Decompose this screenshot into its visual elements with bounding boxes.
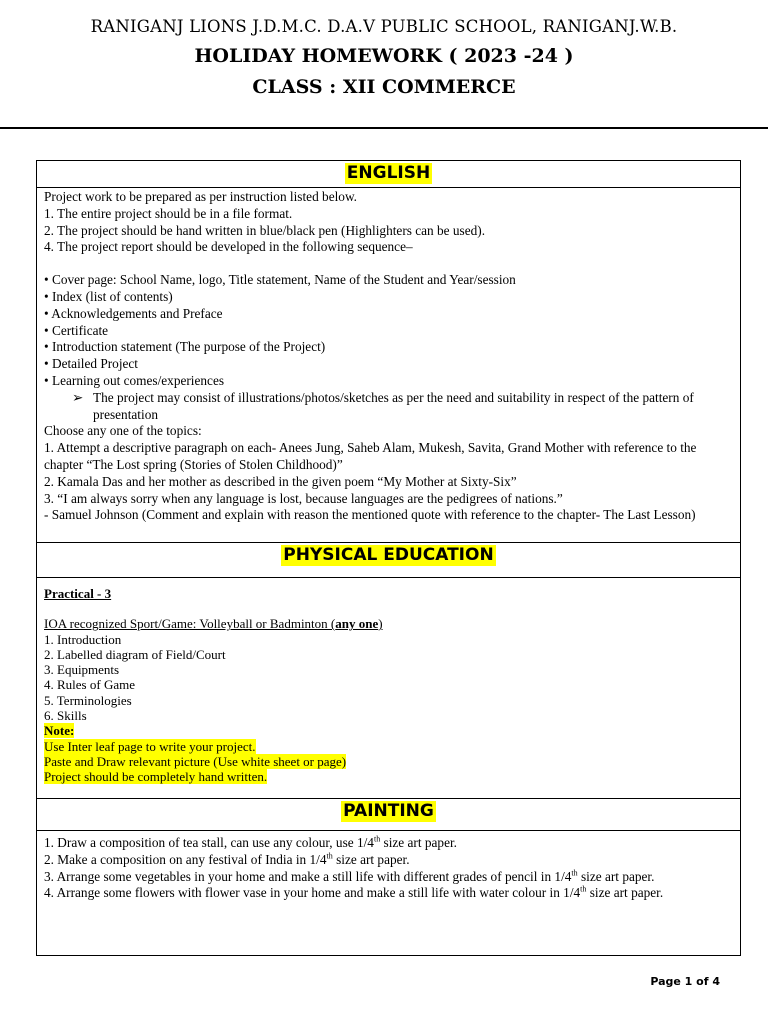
painting-item: 4. Arrange some flowers with flower vase in your home and make a still life with water colour in 1/4th size art paper. — [44, 884, 664, 901]
english-topics-intro: Choose any one of the topics: — [44, 423, 202, 439]
pe-ioa-close: ) — [378, 616, 383, 632]
english-heading-cell — [36, 160, 741, 188]
pe-practical-label: Practical - 3 — [44, 586, 112, 601]
pe-ioa-text: IOA recognized Sport/Game: Volleyball or Badminton ( — [44, 616, 336, 632]
english-bullet: • Learning out comes/experiences — [44, 372, 225, 388]
header-divider — [0, 127, 768, 129]
painting-item: 3. Arrange some vegetables in your home and make a still life with different grades of pencil in 1/4th size art paper. — [44, 868, 655, 884]
english-bullet: • Acknowledgements and Preface — [44, 305, 223, 321]
english-bullet: • Introduction statement (The purpose of the Project) — [44, 339, 326, 355]
pe-note: Paste and Draw relevant picture (Use white sheet or page) — [44, 753, 347, 769]
school-name: RANIGANJ LIONS J.D.M.C. D.A.V PUBLIC SCHOOL, RANIGANJ.W.B. — [90, 17, 678, 36]
painting-item: 1. Draw a composition of tea stall, can use any colour, use 1/4th size art paper. — [44, 834, 457, 850]
pe-note-label: Note: — [44, 723, 75, 739]
pe-item: 3. Equipments — [44, 662, 120, 678]
english-arrow-text: The project may consist of illustrations/photos/sketches as per the need and suitability in respect of the pattern of presentation — [93, 389, 694, 422]
pe-ioa-line — [44, 616, 734, 631]
class-title: CLASS : XII COMMERCE — [252, 76, 516, 98]
painting-heading-cell — [36, 798, 741, 831]
painting-item: 2. Make a composition on any festival of India in 1/4th size art paper. — [44, 851, 410, 867]
english-topic: - Samuel Johnson (Comment and explain with reason the mentioned quote with reference to the chapter- The Last Lesson) — [44, 507, 696, 523]
painting-heading: PAINTING — [343, 801, 434, 821]
english-bullet: • Cover page: School Name, logo, Title statement, Name of the Student and Year/session — [44, 272, 516, 288]
english-line: 4. The project report should be developed in the following sequence– — [44, 239, 413, 255]
english-line: 2. The project should be hand written in blue/black pen (Highlighters can be used). — [44, 222, 486, 238]
pe-content-cell — [36, 577, 741, 799]
pe-heading-cell — [36, 542, 741, 578]
english-arrow-item — [44, 390, 734, 424]
english-content — [37, 188, 740, 524]
english-topic: 3. “I am always sorry when any language is lost, because languages are the pedigrees of nations.” — [44, 490, 563, 506]
english-bullet: • Index (list of contents) — [44, 288, 173, 304]
pe-ioa-bold: any one — [335, 616, 379, 632]
pe-item: 2. Labelled diagram of Field/Court — [44, 646, 226, 662]
english-topic: 2. Kamala Das and her mother as described in the given poem “My Mother at Sixty-Six” — [44, 473, 517, 489]
english-line: 1. The entire project should be in a file format. — [44, 205, 293, 221]
page-number: Page 1 of 4 — [650, 975, 720, 988]
english-topic: 1. Attempt a descriptive paragraph on each- Anees Jung, Saheb Alam, Mukesh, Savita, Grand Mother with reference to the chapter “The Lost spring (Stories of Stolen Childhood)” — [44, 440, 697, 472]
pe-heading: PHYSICAL EDUCATION — [283, 545, 494, 565]
pe-note: Use Inter leaf page to write your project. — [44, 738, 256, 754]
pe-item: 1. Introduction — [44, 631, 122, 647]
pe-item: 5. Terminologies — [44, 692, 132, 708]
pe-item: 6. Skills — [44, 708, 87, 724]
pe-note: Project should be completely hand written. — [44, 769, 268, 785]
english-line: Project work to be prepared as per instruction listed below. — [44, 189, 358, 204]
pe-content — [37, 578, 740, 785]
english-content-cell — [36, 187, 741, 543]
homework-title: HOLIDAY HOMEWORK ( 2023 -24 ) — [194, 45, 574, 67]
painting-content — [37, 831, 740, 902]
english-heading: ENGLISH — [346, 163, 431, 183]
painting-content-cell — [36, 830, 741, 956]
pe-item: 4. Rules of Game — [44, 677, 135, 693]
english-bullet: • Certificate — [44, 322, 109, 338]
arrow-bullet-icon: ➢ — [72, 389, 84, 405]
english-bullet: • Detailed Project — [44, 356, 139, 372]
